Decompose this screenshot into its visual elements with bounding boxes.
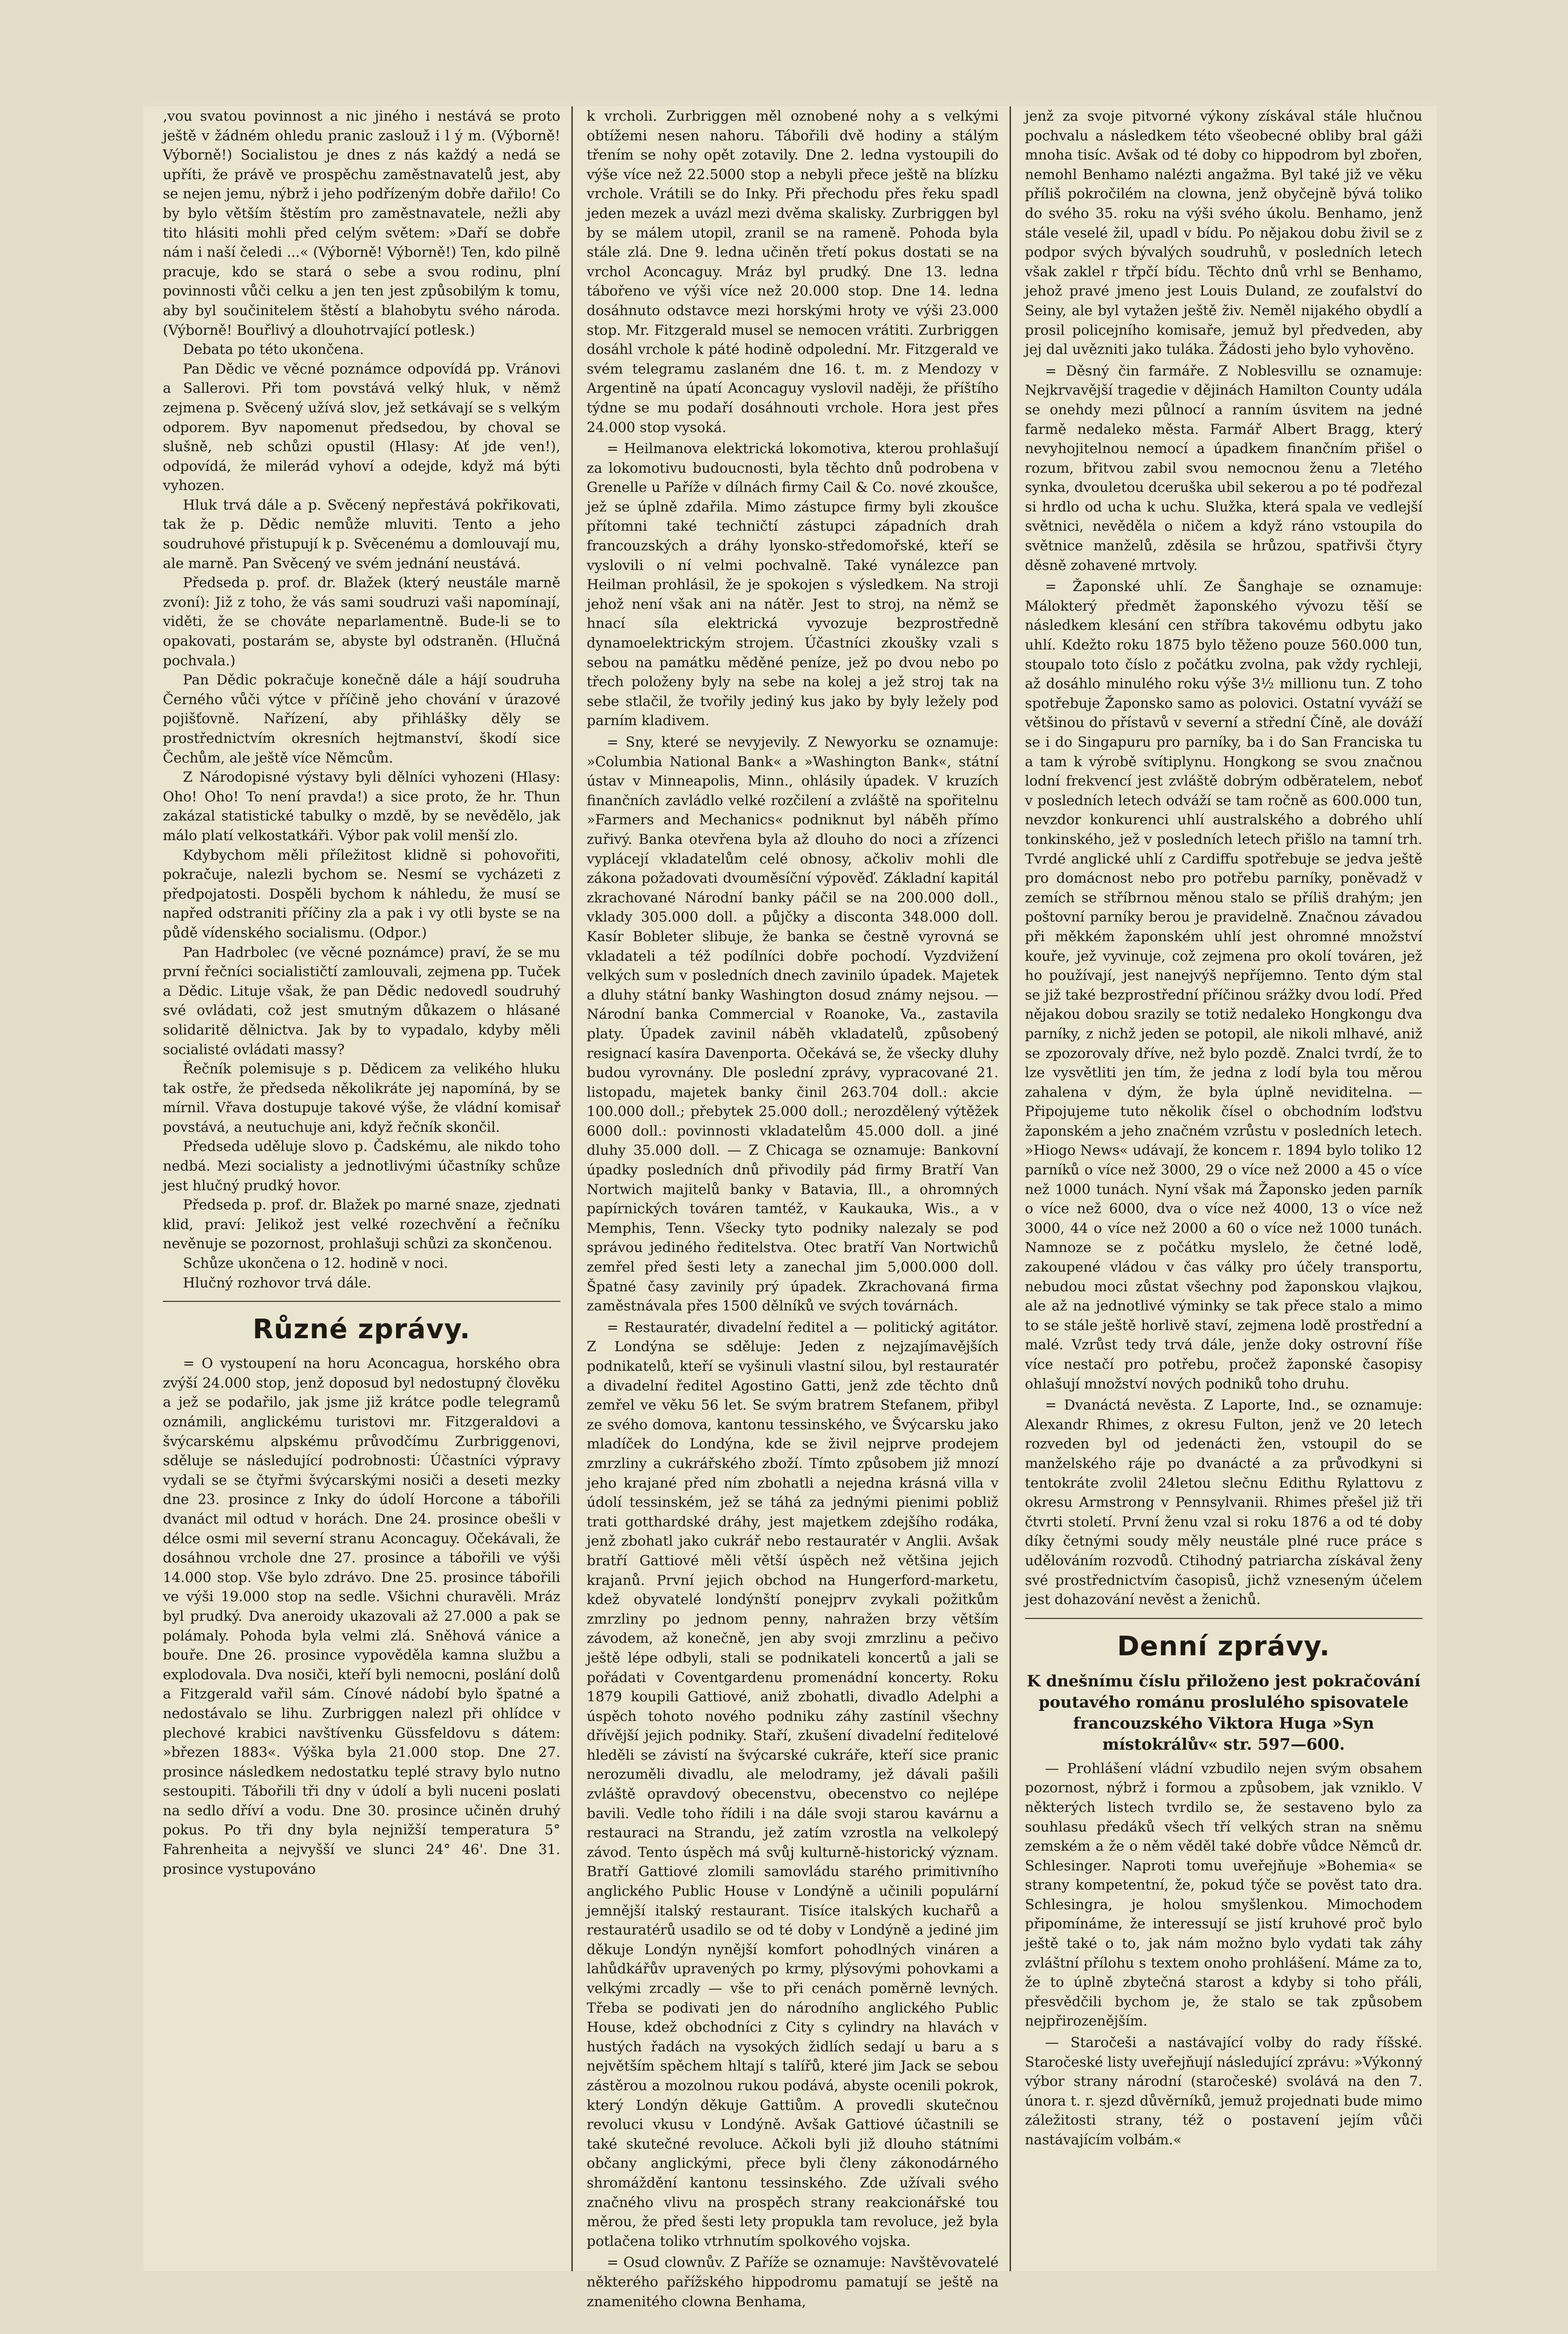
- speech-text: ‚vou svatou povinnost a nic jiného i nestává se proto ještě v žádném ohledu pranic zaslouž i l ý m. (Výborně! Výborně!) Socialistou je dnes z nás každý a nedá se upříti, že právě ve prospěchu zaměstnavatelů jest, aby se nejen jemu, nýbrž i jeho podřízeným dobře dařilo! Co by bylo větším štěstím pro zaměstnavatele, nežli aby tito hlásiti mohli před celým světem: »Daří se dobře nám i naší čeledi ...« (Výborně! Výborně!) Ten, kdo pilně pracuje, kdo se stará o sebe a svou rodinu, plní povinnosti vůči celku a jen ten jest způsobilým k tomu, aby byl součinitelem štěstí a blahobytu svého národa. (Výborně! Bouřlivý a dlouhotrvající potlesk.): [163, 108, 560, 338]
- column-right: [1025, 106, 1422, 2271]
- newspaper-page: [144, 106, 1437, 2310]
- article-clown-fate: = Osud clownův. Z Paříže se oznamuje: Navštěvovatelé některého pařížského hippodromu pamatují se ještě na znamenitého clowna Benhama,: [587, 2254, 999, 2310]
- debate-closed-line: Debata po této ukončena.: [183, 341, 364, 358]
- paragraph-exhibition: Z Národopisné výstavy byli dělníci vyhozeni (Hlasy: Oho! Oho! To není pravda!) a sice proto, že hr. Thun zakázal statistické tabulky o mzdě, by se nevědělo, jak málo platí velkostatkáři. Výbor pak volil menší zlo.: [163, 769, 560, 843]
- paragraph-discussion: Kdybychom měli příležitost klidně si pohovořiti, pokračuje, nalezli bychom se. Nesmí se vycházeti z předpojatosti. Dospěli bychom k náhledu, že musí se napřed odstraniti příčiny zla a pak i vy otli byste se na půdě vídenského socialismu. (Odpor.): [163, 846, 560, 941]
- article-farmer-deed: = Děsný čin farmáře. Z Noblesvillu se oznamuje: Nejkrvavější tragedie v dějinách Hamilton County udála se onehdy mezi půlnocí a ranním úsvitem na jedné farmě nedaleko města. Farmář Albert Bragg, který nevyhojitelnou nemocí a úpadkem finančním přišel o rozum, břitvou zabil svou nemocnou ženu a 7letého synka, dvouletou dceruška ubil sekerou a po té podřezal si hrdlo od ucha k uchu. Služka, která spala ve vedlejší světnici, nevěděla o ničem a když ráno vstoupila do světnice manželů, zděsila se hrůzou, spatřivši čtyry děsně zohavené mrtvoly.: [1025, 362, 1422, 573]
- section-heading-ruzne-zpravy: Různé zprávy.: [252, 1314, 471, 1345]
- paragraph-chairman-warning: Předseda p. prof. dr. Blažek (který neustále marně zvoní): Již z toho, že vás sami soudruzi vaši napomínají, viděti, že se chováte neparlamentně. Bude-li se to opakovati, postarám se, abyste byl odstraněn. (Hlučná pochvala.): [163, 574, 560, 669]
- column-divider: [571, 106, 573, 2271]
- paragraph-end-time: Schůze ukončena o 12. hodině v noci.: [183, 1255, 448, 1272]
- paragraph-hadrbolec: Pan Hadrbolec (ve věcné poznámce) praví, že se mu první řečníci socialističtí zamlouvali, zejmena pp. Tuček a Dědic. Lituje však, že pan Dědic nedovedl soudruhý své ovládati, což jest smutným důkazem o hlásané solidaritě dělnictva. Jak by to vypadalo, kdyby měli socialisté ovládati massy?: [163, 944, 560, 1058]
- paragraph-noise-continues: Hlučný rozhovor trvá dále.: [183, 1274, 372, 1291]
- paragraph-dedic-continues: Pan Dědic pokračuje konečně dále a hájí soudruha Černého vůči výtce v příčině jeho chování v úrazové pojišťovně. Nařízení, aby přihlášky děly se prostřednictvím okresních hejtmanství, škodí sice Čechům, ale ještě více Němcům.: [163, 672, 560, 766]
- article-restaurateur-gatti: = Restauratér, divadelní ředitel a — politický agitátor. Z Londýna se sděluje: Jeden z nejzajímavějších podnikatelů, kteří se vyšinuli vlastní silou, byl restauratér a divadelní ředitel Agostino Gatti, jenž zde těchto dnů zemřel ve věku 56 let. Se svým bratrem Stefanem, přibyl ze svého domova, kantonu tessinského, ve Švýcarsku jako mladíček do Londýna, kde se živil nejprve prodejem zmrzliny a cukrářského zboží. Tímto způsobem již mnozí jeho krajané před ním zbohatli a nejedna krásná villa v údolí tessinském, jež se táhá za jednými pienimi pobliž trati gotthardské dráhy, jest majetkem zdejšího rodáka, jenž zbohatl jako cukrář nebo restauratér v Anglii. Avšak bratří Gattiové měli větší úspěch než většina jejich krajanů. První jejich obchod na Hungerford-marketu, kdež obyvatelé londýnští ponejprv zvykali požitkům zmrzliny po jednom penny, nahražen brzy větším závodem, až konečně, jen aby svoji zmrzlinu a pečivo ještě lépe odbyli, stali se podnikateli koncertů a jali se pořádati v Coventgardenu promenádní koncerty. Roku 1879 koupili Gattiové, aniž zbohatli, divadlo Adelphi a úspěch tohoto nového podniku záhy zastínil všechny dřívější jejich podniky. Staří, zkušení divadelní ředitelové hleděli se závistí na švýcarské cukráře, kteří sice pranic nerozuměli divadlu, ale melodramy, jež dávali pašili zvláště opravdový obecenstvu, obecenstvo co nejlépe bavili. Vedle toho řídili i na dále svoji starou kavárnu a restauraci na Strandu, jež zatím vzrostla na velkolepý závod. Tento úspěch má svůj kulturně-historický význam. Bratří Gattiové zlomili samovládu starého primitivního anglického Public House v Londýně a učinili populární jemnější italský restaurant. Tisíce italských kuchařů a restauratérů usadilo se od té doby v Londýně a jediné jim děkuje Londýn nynější komfort pohodlných vináren a lahůdkářův upravených po krmy, plýsovými pohovkami a velkými zrcadly — vše to při cenách poměrně levných. Třeba se podivati jen do národního anglického Public House, kdež obchodníci z City s cylindry na hlavách v hustých řadách na vysokých židlích sedají u baru a s největším spěchem hltají s talířů, které jim Jack se sebou zástěrou a mozolnou rukou podává, abyste ocenili pokrok, který Londýn děkuje Gattiům. A provedli skutečnou revoluci vkusu v Londýně. Avšak Gattiové účastnili se také skutečné revoluce. Ačkoli byli již dlouho státními občany anglickými, přece byli členy zákonodárného shromáždění kantonu tessinského. Zde užívali svého značného vlivu na prospěch strany reakcionářské tou měrou, že před šesti lety propukla tam revoluce, jež byla potlačena toliko vtrhnutím spolkového vojska.: [587, 1319, 999, 2249]
- article-japanese-coal: = Žaponské uhlí. Ze Šanghaje se oznamuje: Málokterý předmět žaponského vývozu těší se následkem klesání cen stříbra takovému odbytu jako uhlí. Kdežto roku 1875 bylo těženo pouze 560.000 tun, stoupalo toto číslo z počátku zvolna, pak vždy rychleji, až dosáhlo minulého roku výše 3½ millionu tun. Z toho spotřebuje Žaponsko samo as polovici. Ostatní vyváží se většinou do přístavů v severní a střední Číně, ale dováží se i do Singapuru pro parníky, ba i do San Franciska tu a tam k výrobě svítiplynu. Hongkong se svou značnou lodní frekvencí jest zvláště dobrým odběratelem, neboť v posledních letech odváží se tam ročně as 600.000 tun, nevzdor konkurenci uhlí australského a dobrého uhlí tonkinského, jež v posledních letech přišlo na tamní trh. Tvrdé anglické uhlí z Cardiffu spotřebuje se jedva ještě pro domácnost nebo pro potřebu parníky, poněvadž v zemích se stříbrnou měnou stalo se příliš drahým; jen poštovní parníky berou je pravidelně. Značnou závadou při měkkém žaponském uhlí jest ohromné množství kouře, jež vyvinuje, což zejmena pro okolí továren, jež ho používají, jest nanejvýš nepříjemno. Tento dým stal se již také bezprostřední příčinou srážky dvou lodí. Před nějakou dobou srazily se totiž nedaleko Hongkongu dva parníky, z nichž jeden se potopil, ale nikoli mlhavé, aniž se zpozorovaly dříve, než bylo pozdě. Znalci tvrdí, že to lze vysvětliti jen tím, že jedna z lodí byla tou měrou zahalena v dým, že byla úplně neviditelna. — Připojujeme tuto několik čísel o obchodním loďstvu žaponském a jeho značném vzrůstu v posledních letech. »Hiogo News« udávají, že koncem r. 1894 bylo toliko 12 parníků o více než 3000, 29 o více než 2000 a 45 o více než 1000 tunách. Nyní však má Žaponsko jeden parník o více než 6000, dva o více než 4000, 13 o více než 3000, 44 o více než 2000 a 60 o více než 1000 tunách. Namnoze se z počátku myslelo, že četné lodě, zakoupené vládou v čas války pro účely transportu, nebudou moci zůstat všechny pod žaponskou vlajkou, ale až na jednotlivé výminky se tak přece stalo a mimo to se stále ještě horlivě staví, zejmena lodě prostřední a malé. Vzrůst tedy trvá dále, jenže doky ostrovní říše více nestačí pro potřebu, pročež žaponské časopisy ohlašují množství nových podniků toho druhu.: [1025, 578, 1422, 1392]
- section-heading-denni-zpravy: Denní zprávy.: [1117, 1630, 1330, 1662]
- section-divider: [163, 1301, 560, 1302]
- column-left: [163, 106, 560, 2271]
- article-old-czechs-elections: — Staročeši a nastávající volby do rady říšské. Staročeské listy uveřejňují následující zprávu: »Výkonný výbor strany národní (staročeské) svolává na den 7. února t. r. sjezd důvěrníků, jemuž projednati bude mimo záležitosti strany, též o postavení jejím vůči nastávajícím volbám.«: [1025, 2034, 1422, 2148]
- column-middle: [587, 106, 999, 2310]
- article-twelfth-bride: = Dvanáctá nevěsta. Z Laporte, Ind., se oznamuje: Alexandr Rhimes, z okresu Fulton, jenž ve 20 letech rozveden byl od jedenácti žen, vstoupil do se manželského ráje po dvanácté a za průvodkyni si tentokráte zvolil 24letou slečnu Edithu Rylattovu z okresu Armstrong v Pennsylvanii. Rhimes přešel již tři čtvrti století. První ženu vzal si roku 1876 a od té doby díky četnými soudy měly neustále plné ruce práce s udělováním rozvodů. Ctihodný patriarcha získával ženy své prostřednictvím časopisů, jichž vzneseným účelem jest dohazování nevěst a ženichů.: [1025, 1397, 1422, 1608]
- article-bank-failures: = Sny, které se nevyjevily. Z Newyorku se oznamuje: »Columbia National Bank« a »Washington Bank«, státní ústav v Minneapolis, Minn., ohlásily úpadek. V kruzích finančních zavládlo velké rozčilení a zvláště na spořitelnu »Farmers and Mechanics« podniknut byl náběh přímo zuřivý. Banka otevřena byla až dlouho do noci a zřízenci vyplácejí vkladatelům celé obnosy, ačkoliv mohli dle zákona požadovati dvouměsíční výpověď. Základní kapitál zkrachované Národní banky páčil se na 200.000 doll., vklady 305.000 doll. a půjčky a disconta 348.000 doll. Kasír Bobleter slibuje, že banka se čestně vyrovná se vkladateli a též podílníci dobře pochodí. Vyzdvižení velkých sum v posledních dnech zavinilo úpadek. Majetek a dluhy státní banky Washington dosud známy nejsou. — Národní banka Commercial v Roanoke, Va., zastavila platy. Úpadek zavinil náběh vkladatelů, způsobený resignací kasíra Davenporta. Očekává se, že všecky dluhy budou vyrovnány. Dle poslední zprávy, vypracované 21. listopadu, majetek banky činil 263.704 doll.: akcie 100.000 doll.; přebytek 25.000 doll.; nerozdělený výtěžek 6000 doll.: povinnosti vkladatelům 45.000 doll. a jiné dluhy 35.000 doll. — Z Chicaga se oznamuje: Bankovní úpadky posledních dnů přivodily pád firmy Bratří Van Nortwich majitelů banky v Batavia, Ill., a ohromných papírnických továren tamtéž, v Kaukauka, Wis., a v Memphis, Tenn. Všecky tyto podniky nalezaly se pod správou jediného ředitelstva. Otec bratří Van Nortwichů zemřel před šesti lety a zanechal jim 5,000.000 doll. Špatné časy zavinily prý úpadek. Zkrachovaná firma zaměstnávala přes 1500 dělníků ve svých továrnách.: [587, 734, 999, 1314]
- supplement-notice: K dnešnímu číslu přiloženo jest pokračování poutavého románu proslulého spisovatele francouzského Viktora Huga »Syn místokrálův« str. 597—600.: [1027, 1671, 1420, 1753]
- article-government-declaration: — Prohlášení vládní vzbudilo nejen svým obsahem pozornost, nýbrž i formou a způsobem, jak vzniklo. V některých listech tvrdilo se, že sestaveno bylo za souhlasu předáků všech tří velkých stran na sněmu zemském a že o něm věděl také dobře vůdce Němců dr. Schlesinger. Naproti tomu uveřejňuje »Bohemia« se strany kompetentní, že, pokud týče se pověst tato dra. Schlesingra, je holou smyšlenkou. Mimochodem připomínáme, že interessují se jistí kruhové proč bylo ještě také o to, jak nám možno bylo vydati tak záhy zvláštní přílohu s textem onoho prohlášení. Máme za to, že to úplně zbytečná starost a kdyby si toho přáli, přesvědčili bychom je, že stalo se tak způsobem nejpřirozenějším.: [1025, 1760, 1422, 2029]
- paragraph-polemic: Řečník polemisuje s p. Dědicem za velikého hluku tak ostře, že předseda několikráte jej napomíná, by se mírnil. Vřava dostupuje takové výše, že vládní komisař povstává, a neutuchuje ani, když řečník skončil.: [163, 1060, 560, 1135]
- paragraph-cadsky: Předseda uděluje slovo p. Čadskému, ale nikdo toho nedbá. Mezi socialisty a jednotlivými účastníky schůze jest hlučný prudký hovor.: [163, 1138, 560, 1194]
- paragraph-noise: Hluk trvá dále a p. Svěcený nepřestává pokřikovati, tak že p. Dědic nemůže mluviti. Tento a jeho soudruhové přistupují k p. Svěcenému a domlouvají mu, ale marně. Pan Svěcený ve svém jednání neustává.: [163, 496, 560, 571]
- article-aconcagua-continued: k vrcholi. Zurbriggen měl oznobené nohy a s velkými obtížemi nesen nahoru. Tábořili dvě hodiny a stálým třením se nohy opět zotavily. Dne 2. ledna vystoupili do výše více než 22.5000 stop a nebyli přece ještě na blízku vrchole. Vrátili se do Inky. Při přechodu přes řeku spadl jeden mezek a uvázl mezi dvěma skalisky. Zurbriggen byl by se málem utopil, zranil se na rameně. Pohoda byla stále zlá. Dne 9. ledna učiněn třetí pokus dostati se na vrchol Aconcaguy. Mráz byl prudký. Dne 13. ledna tábořeno ve výši více než 20.000 stop. Dne 14. ledna dosáhnuto odstavce mezi horskými hroty ve výši 23.000 stop. Mr. Fitzgerald musel se nemocen vrátiti. Zurbriggen dosáhl vrchole k páté hodině odpolední. Mr. Fitzgerald ve svém telegramu zaslaném dne 16. t. m. z Mendozy v Argentině na úpatí Aconcaguy vyslovil naději, že příštího týdne se mu podaří dosáhnouti vrchole. Hora jest přes 24.000 stop vysoká.: [587, 108, 999, 435]
- article-aconcagua: = O vystoupení na horu Aconcagua, horského obra zvýší 24.000 stop, jenž doposud byl nedostupný člověku a jež se podařilo, jak jsme již krátce podle telegramů oznámili, anglickému turistovi mr. Fitzgeraldovi a švýcarskému alpskému průvodčímu Zurbriggenovi, sděluje se následující podrobnosti: Účastníci výpravy vydali se se čtyřmi švýcarskými nosiči a deseti mezky dne 23. prosince z Inky do údolí Horcone a tábořili dvanáct mil odtud v horách. Dne 24. prosince obešli v délce osmi mil severní stranu Aconcaguy. Očekávali, že dosáhnou vrchole dne 27. prosince a tábořili ve výši 14.000 stop. Vše bylo zdrávo. Dne 25. prosince tábořili ve výši 19.000 stop na sedle. Všichni churavěli. Mráz byl prudký. Dva aneroidy ukazovali až 27.000 a pak se polámaly. Pohoda byla velmi zlá. Sněhová vánice a bouře. Dne 26. prosince vypověděla kamna službu a explodovala. Dva nosiči, kteří byli nemocni, poslání dolů a Fitzgerald vařil sám. Cínové nádobí bylo špatné a nedostávalo se lihu. Zurbriggen nalezl při ohlídce v plechové krabici navštívenku Güssfeldovu s dátem: »březen 1883«. Výška byla 21.000 stop. Dne 27. prosince následkem nedostatku teplé stravy bylo nutno sestoupiti. Tábořili tři dny v údolí a byli nuceni poslati na sedlo dříví a vodu. Dne 30. prosince učiněn druhý pokus. Po tři dny byla nejnižší temperatura 5° Fahrenheita a nejvyšší ve slunci 24° 46'. Dne 31. prosince vystupováno: [163, 1355, 560, 1877]
- paragraph-dedic-note: Pan Dědic ve věcné poznámce odpovídá pp. Vránovi a Sallerovi. Při tom povstává velký hluk, v němž zejmena p. Svěcený užívá slov, jež setkávají se s velkým odporem. Byv napomenut předsedou, by choval se slušně, neb schůzi opustil (Hlasy: Ať jde ven!), odpovídá, že milerád vyhoví a odejde, když má býti vyhozen.: [163, 360, 560, 494]
- article-clown-fate-continued: jenž za svoje pitvorné výkony získával stále hlučnou pochvalu a následkem této všeobecné obliby bral gáži mnoha tisíc. Avšak od té doby co hippodrom byl zbořen, nemohl Benhamo nalézti angažma. Byl také již ve věku příliš pokročilém na clowna, jenž obyčejně bývá toliko do svého 35. roku na výši svého úkolu. Benhamo, jenž stále veselé žil, upadl v bídu. Po nějakou dobu živil se z podpor svých bývalých soudruhů, v posledních letech však zaklel r třpčí bídu. Těchto dnů vrhl se Benhamo, jehož pravé jmeno jest Louis Duland, ze zoufalství do Seiny, ale byl vytažen ještě živ. Neměl nijakého obydlí a prosil policejního komisaře, jemuž byl předveden, aby jej dal uvězniti jako tuláka. Žádosti jeho bylo vyhověno.: [1025, 108, 1422, 358]
- article-heilman-locomotive: = Heilmanova elektrická lokomotiva, kterou prohlašují za lokomotivu budoucnosti, byla těchto dnů podrobena v Grenelle u Paříže v dílnách firmy Cail & Co. nové zkoušce, jež se úplně zdařila. Mimo zástupce firmy byli zkoušce přítomni také techničtí zástupci západních drah francouzských a dráhy lyonsko-středomořské, kteří se vyslovili o ní velmi pochvalně. Také vynálezce pan Heilman prohlásil, že je spokojen s výsledkem. Na stroji jehož není však ani na nátěr. Jest to stroj, na němž se hnací síla elektrická vyvozuje bezprostředně dynamoelektrickým strojem. Účastníci zkoušky vzali s sebou na památku měděné peníze, jež po dvou nebo po třech položeny byly na sebe na kolej a jež stroj tak na sebe stlačil, že tvořily jediný kus jako by byly ležely pod parním kladivem.: [587, 440, 999, 729]
- paragraph-meeting-closed: Předseda p. prof. dr. Blažek po marné snaze, zjednati klid, praví: Jelikož jest velké rozechvění a řečníku nevěnuje se pozornost, prohlašuji schůzi za skončenou.: [163, 1196, 560, 1252]
- column-divider: [1010, 106, 1011, 2271]
- section-divider: [1025, 1618, 1422, 1619]
